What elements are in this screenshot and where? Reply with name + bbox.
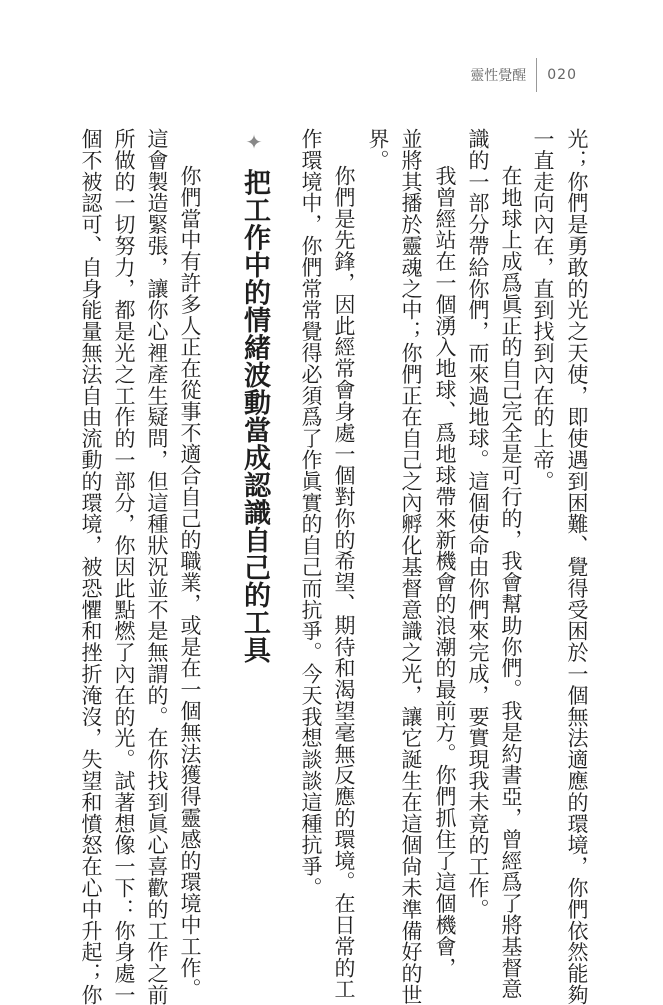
text-column-6: 並將其播於靈魂之中；你們正在自己之內孵化基督意識之光，讓它誕生在這個尙未準備好的世 — [399, 128, 423, 1005]
text-column-11: 這會製造緊張，讓你心裡產生疑問，但這種狀況並不是無謂的。在你找到眞心喜歡的工作之前 — [145, 128, 169, 1005]
running-header — [470, 58, 577, 92]
header-divider — [536, 58, 537, 92]
text-column-7: 界。 — [366, 128, 390, 171]
text-column-8: 你們是先鋒，因此經常會身處一個對你的希望、期待和渴望毫無反應的環境。在日常的工 — [332, 165, 356, 1000]
book-title: 靈性覺醒 — [470, 68, 527, 84]
text-column-9: 作環境中，你們常常覺得必須爲了作眞實的自己而抗爭。今天我想談談這種抗爭。 — [299, 128, 323, 899]
text-column-13: 個不被認可、自身能量無法自由流動的環境，被恐懼和挫折淹沒，失望和憤怒在心中升起；你 — [79, 128, 103, 1005]
section-heading — [235, 130, 274, 664]
section-heading-text: 把工作中的情緒波動當成認識自己的工具 — [239, 168, 270, 664]
text-column-5: 我曾經站在一個湧入地球、爲地球帶來新機會的浪潮的最前方。你們抓住了這個機會， — [433, 165, 457, 979]
text-column-4: 識的一部分帶給你們，而來過地球。這個使命由你們來完成，要實現我未竟的工作。 — [466, 128, 490, 920]
page-number: 020 — [547, 67, 577, 83]
text-column-10: 你們當中有許多人正在從事不適合自己的職業，或是在一個無法獲得靈感的環境中工作。 — [178, 165, 202, 1000]
text-column-1: 光；你們是勇敢的光之天使，即使遇到困難、覺得受困於一個無法適應的環境，你們依然能夠 — [565, 128, 589, 1005]
text-column-3: 在地球上成爲眞正的自己完全是可行的，我會幫助你們。我是約書亞，曾經爲了將基督意 — [499, 165, 523, 1000]
text-column-12: 所做的一切努力，都是光之工作的一部分，你因此點燃了內在的光。試著想像一下：你身處一 — [112, 128, 136, 1005]
text-column-2: 一直走向內在，直到找到內在的上帝。 — [531, 128, 555, 492]
star-icon: ✦ — [242, 130, 266, 155]
